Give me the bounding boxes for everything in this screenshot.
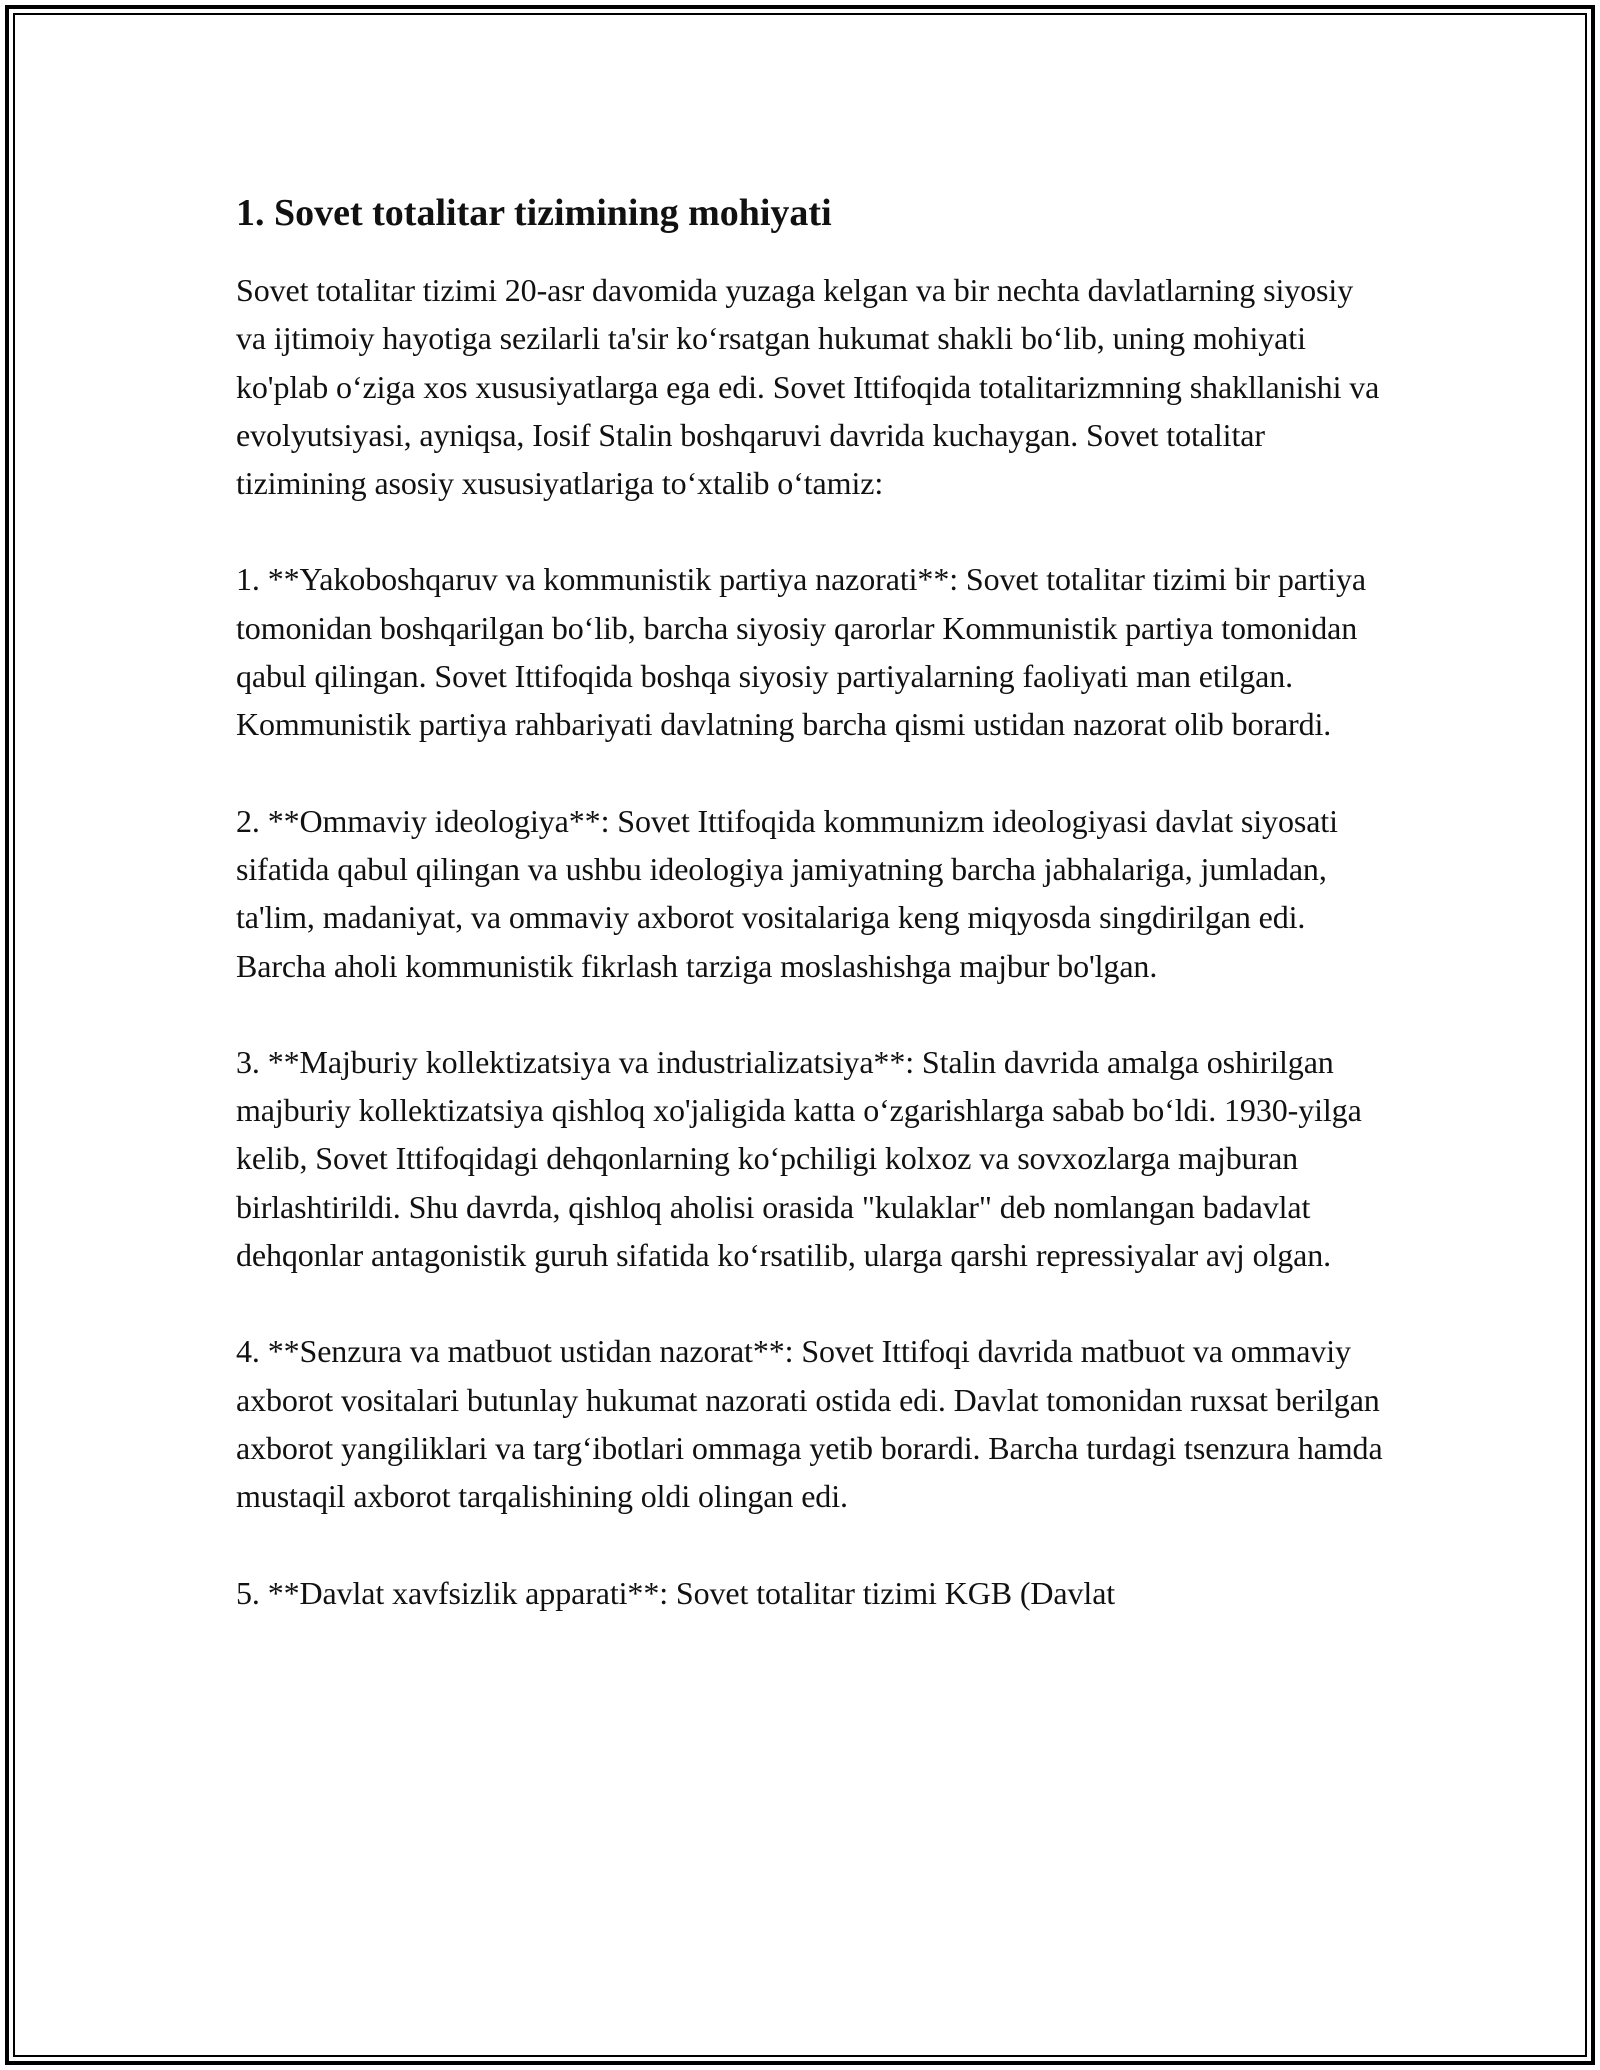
paragraph-point-3: 3. **Majburiy kollektizatsiya va industrializatsiya**: Stalin davrida amalga oshirilgan majburiy kollektizatsiya qishloq xo'jaligida katta o‘zgarishlarga sabab bo‘ldi. 1930-yilga kelib, Sovet Ittifoqidagi dehqonlarning ko‘pchiligi kolxoz va sovxozlarga majburan birlashtirildi. Shu davrda, qishloq aholisi orasida "kulaklar" deb nomlangan badavlat dehqonlar antagonistik guruh sifatida ko‘rsatilib, ularga qarshi repressiyalar avj olgan. — [236, 1043, 1362, 1274]
paragraph-point-5: 5. **Davlat xavfsizlik apparati**: Sovet totalitar tizimi KGB (Davlat — [236, 1574, 1116, 1611]
document-body — [236, 186, 1386, 1665]
document-title: 1. Sovet totalitar tizimining mohiyati — [236, 192, 832, 234]
paragraph-point-2: 2. **Ommaviy ideologiya**: Sovet Ittifoqida kommunizm ideologiyasi davlat siyosati sifatida qabul qilingan va ushbu ideologiya jamiyatning barcha jabhalariga, jumladan, ta'lim, madaniyat, va ommaviy axborot vositalariga keng miqyosda singdirilgan edi. Barcha aholi kommunistik fikrlash tarziga moslashishga majbur bo'lgan. — [236, 802, 1338, 984]
intro-paragraph: Sovet totalitar tizimi 20-asr davomida yuzaga kelgan va bir nechta davlatlarning siyosiy va ijtimoiy hayotiga sezilarli ta'sir ko‘rsatgan hukumat shakli bo‘lib, uning mohiyati ko'plab o‘ziga xos xususiyatlarga ega edi. Sovet Ittifoqida totalitarizmning shakllanishi va evolyutsiyasi, ayniqsa, Iosif Stalin boshqaruvi davrida kuchaygan. Sovet totalitar tizimining asosiy xususiyatlariga to‘xtalib o‘tamiz: — [236, 272, 1380, 502]
paragraph-point-4: 4. **Senzura va matbuot ustidan nazorat**: Sovet Ittifoqi davrida matbuot va ommaviy axborot vositalari butunlay hukumat nazorati ostida edi. Davlat tomonidan ruxsat berilgan axborot yangiliklari va targ‘ibotlari ommaga yetib borardi. Barcha turdagi tsenzura hamda mustaqil axborot tarqalishining oldi olingan edi. — [236, 1333, 1383, 1515]
paragraph-point-1: 1. **Yakoboshqaruv va kommunistik partiya nazorati**: Sovet totalitar tizimi bir partiya tomonidan boshqarilgan bo‘lib, barcha siyosiy qarorlar Kommunistik partiya tomonidan qabul qilingan. Sovet Ittifoqida boshqa siyosiy partiyalarning faoliyati man etilgan. Kommunistik partiya rahbariyati davlatning barcha qismi ustidan nazorat olib borardi. — [236, 561, 1366, 743]
